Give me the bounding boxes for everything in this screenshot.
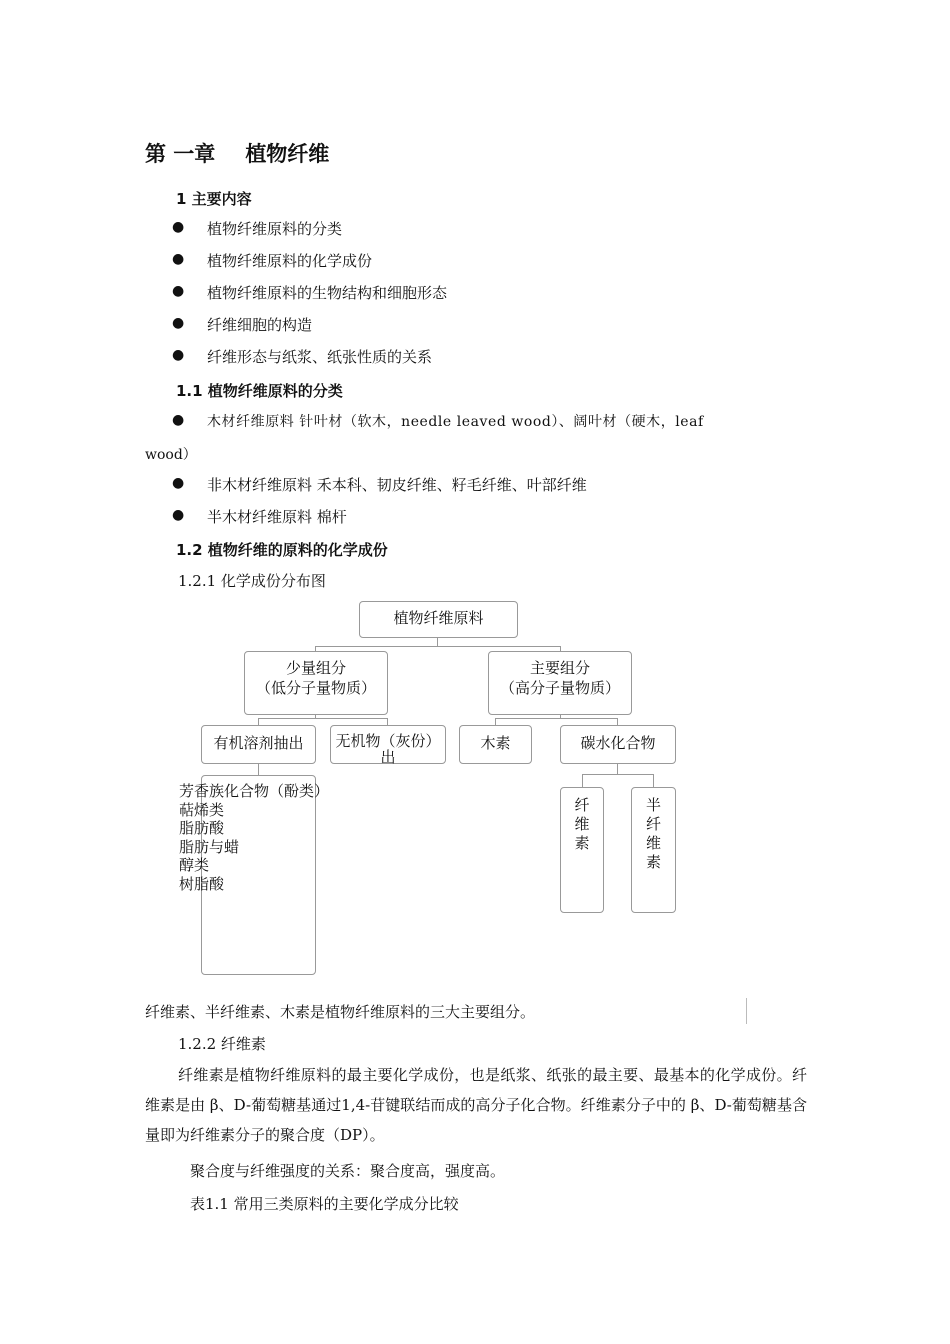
bullet-icon: ● xyxy=(172,251,185,267)
node-inorganic-ash xyxy=(330,725,446,764)
wood-materials-line: 木材纤维原料 针叶材（软木，needle leaved wood）、阔叶材（硬木，leaf xyxy=(207,414,704,430)
node-label-tail: 出 xyxy=(380,748,396,766)
wood-materials-line-continued: wood） xyxy=(145,447,197,463)
node-label: 植物纤维原料 xyxy=(393,609,484,627)
bullet-icon: ● xyxy=(172,475,185,491)
subsection-heading-cellulose: 1.2.2 纤维素 xyxy=(178,1035,266,1053)
chapter-name: 植物纤维 xyxy=(245,142,330,166)
node-cellulose xyxy=(560,787,604,913)
nonwood-materials-line: 非木材纤维原料 禾本科、韧皮纤维、籽毛纤维、叶部纤维 xyxy=(207,476,587,494)
chapter-number: 第 一章 xyxy=(145,142,216,166)
extractive-item: 芳香族化合物（酚类） xyxy=(179,782,330,800)
summary-sentence: 纤维素、半纤维素、木素是植物纤维原料的三大主要组分。 xyxy=(145,1003,536,1021)
extractive-item: 脂肪酸 xyxy=(179,819,225,837)
section-heading-classification: 1.1 植物纤维原料的分类 xyxy=(176,382,343,400)
extractive-item: 萜烯类 xyxy=(179,800,225,819)
node-plant-fiber-material xyxy=(359,601,518,638)
extractive-item: 醇类 xyxy=(179,856,210,874)
node-minor-components xyxy=(244,651,388,715)
node-sublabel: （低分子量物质） xyxy=(255,679,376,697)
dp-strength-relation: 聚合度与纤维强度的关系：聚合度高，强度高。 xyxy=(190,1162,506,1180)
bullet-icon: ● xyxy=(172,315,185,331)
bullet-icon: ● xyxy=(172,507,185,523)
node-label: 半纤维素 xyxy=(646,796,662,871)
subsection-heading-distribution: 1.2.1 化学成份分布图 xyxy=(178,572,326,590)
connector-line xyxy=(653,774,654,788)
text-cursor-divider xyxy=(746,998,747,1024)
node-carbohydrates xyxy=(560,725,676,764)
cellulose-paragraph: 纤维素是植物纤维原料的最主要化学成份，也是纸浆、纸张的最主要、最基本的化学成份。纤维素是由 β、D-葡萄糖基通过1,4-苷键联结而成的高分子化合物。纤维素分子中的 β、D-葡萄糖基含量即为纤维素分子的聚合度（DP）。 xyxy=(145,1066,807,1144)
connector-line xyxy=(258,718,388,719)
list-item: 植物纤维原料的生物结构和细胞形态 xyxy=(207,284,448,302)
section-heading-main-content: 1 主要内容 xyxy=(176,190,252,208)
list-item: 纤维形态与纸浆、纸张性质的关系 xyxy=(207,348,433,366)
list-item: 植物纤维原料的分类 xyxy=(207,220,343,238)
node-label: 碳水化合物 xyxy=(580,734,656,752)
node-label: 有机溶剂抽出 xyxy=(213,734,304,752)
node-organic-extractives xyxy=(201,725,316,764)
connector-line xyxy=(315,646,561,647)
bullet-icon: ● xyxy=(172,347,185,363)
connector-line xyxy=(582,774,583,788)
chapter-title xyxy=(145,138,329,168)
node-label: 无机物（灰份） xyxy=(335,732,441,750)
section-heading-chemical-composition: 1.2 植物纤维的原料的化学成份 xyxy=(176,541,388,559)
node-label: 纤维素 xyxy=(574,796,590,852)
bullet-icon: ● xyxy=(172,412,185,428)
extractives-list xyxy=(179,782,329,893)
node-label: 少量组分 xyxy=(285,659,346,677)
extractive-item: 脂肪与蜡 xyxy=(179,837,240,856)
node-hemicellulose xyxy=(631,787,676,913)
node-lignin xyxy=(459,725,532,764)
table-caption: 表1.1 常用三类原料的主要化学成分比较 xyxy=(190,1195,459,1213)
node-sublabel: （高分子量物质） xyxy=(499,679,620,697)
node-label: 主要组分 xyxy=(529,659,590,677)
node-label: 木素 xyxy=(480,734,511,752)
semiwood-materials-line: 半木材纤维原料 棉杆 xyxy=(207,508,347,526)
node-major-components xyxy=(488,651,632,715)
list-item: 纤维细胞的构造 xyxy=(207,316,313,334)
connector-line xyxy=(495,718,618,719)
extractive-item: 树脂酸 xyxy=(179,874,225,893)
bullet-icon: ● xyxy=(172,219,185,235)
bullet-icon: ● xyxy=(172,283,185,299)
connector-line xyxy=(582,774,654,775)
list-item: 植物纤维原料的化学成份 xyxy=(207,252,373,270)
